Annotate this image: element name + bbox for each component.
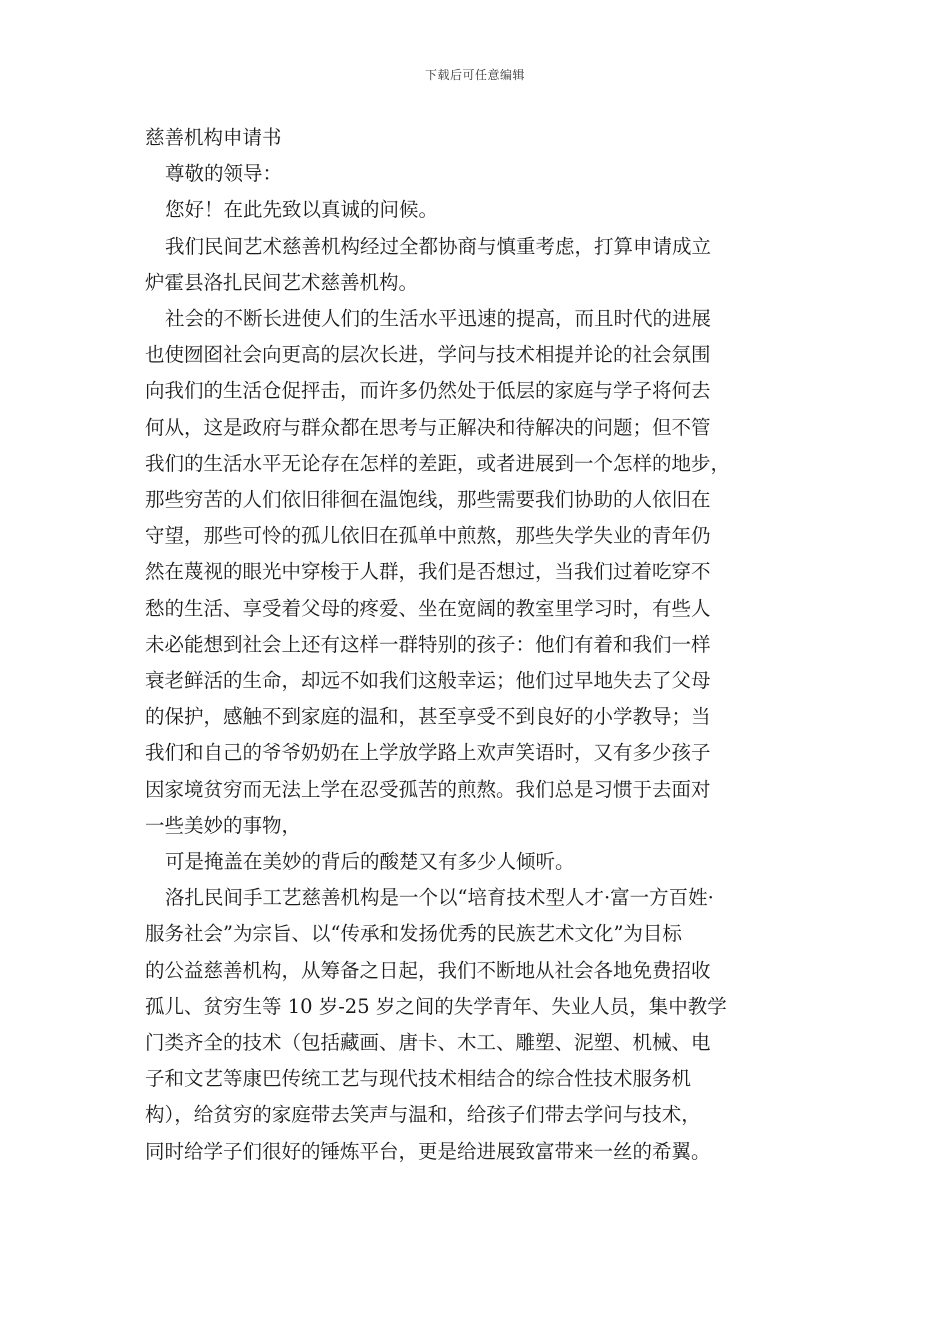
text-line: 也使囫囵社会向更高的层次长进，学问与技术相提并论的社会氛围 [145,343,711,367]
text-line: 我们民间艺术慈善机构经过全都协商与慎重考虑，打算申请成立 [165,234,712,258]
text-line: 服务社会”为宗旨、以“传承和发扬优秀的民族艺术文化”为目标 [145,922,682,946]
paragraph-salutation [145,156,810,192]
document-body [145,120,810,1170]
paragraph-organization [145,880,810,1170]
text-line: 尊敬的领导： [165,162,283,186]
text-line: 您好！在此先致以真诚的问候。 [165,198,439,222]
text-line: 孤儿、贫穷生等 10 岁-25 岁之间的失学青年、失业人员，集中教学 [145,994,727,1018]
text-line: 的保护，感触不到家庭的温和，甚至享受不到良好的小学教导；当 [145,705,711,729]
text-line: 子和文艺等康巴传统工艺与现代技术相结合的综合性技术服务机 [145,1067,692,1091]
text-line: 愁的生活、享受着父母的疼爱、坐在宽阔的教室里学习时，有些人 [145,596,711,620]
text-line: 衰老鲜活的生命，却远不如我们这般幸运；他们过早地失去了父母 [145,669,711,693]
paragraph-question [145,844,810,880]
text-line: 何从，这是政府与群众都在思考与正解决和待解决的问题；但不管 [145,415,711,439]
text-line: 向我们的生活仓促抨击，而许多仍然处于低层的家庭与学子将何去 [145,379,711,403]
text-line: 我们的生活水平无论存在怎样的差距，或者进展到一个怎样的地步， [145,451,731,475]
text-line: 那些穷苦的人们依旧徘徊在温饱线，那些需要我们协助的人依旧在 [145,488,711,512]
text-line: 同时给学子们很好的锤炼平台，更是给进展致富带来一丝的希翼。 [145,1139,711,1163]
text-line: 炉霍县洛扎民间艺术慈善机构。 [145,270,419,294]
text-line: 门类齐全的技术（包括藏画、唐卡、木工、雕塑、泥塑、机械、电 [145,1031,711,1055]
text-line: 构），给贫穷的家庭带去笑声与温和，给孩子们带去学问与技术， [145,1103,701,1127]
paragraph-intent [145,229,810,301]
text-line: 社会的不断长进使人们的生活水平迅速的提高，而且时代的进展 [165,307,712,331]
text-line: 然在蔑视的眼光中穿梭于人群，我们是否想过，当我们过着吃穿不 [145,560,711,584]
text-line: 一些美妙的事物， [145,813,302,837]
paragraph-background [145,301,810,844]
text-line: 的公益慈善机构，从筹备之日起，我们不断地从社会各地免费招收 [145,958,711,982]
text-line: 洛扎民间手工艺慈善机构是一个以“培育技术型人才·富一方百姓· [165,886,714,910]
paragraph-greeting [145,192,810,228]
text-line: 守望，那些可怜的孤儿依旧在孤单中煎熬，那些失学失业的青年仍 [145,524,711,548]
header-note: 下载后可任意编辑 [424,68,525,82]
text-line: 可是掩盖在美妙的背后的酸楚又有多少人倾听。 [165,850,575,874]
document-title: 慈善机构申请书 [145,126,282,149]
text-line: 因家境贫穷而无法上学在忍受孤苦的煎熬。我们总是习惯于去面对 [145,777,711,801]
text-line: 我们和自己的爷爷奶奶在上学放学路上欢声笑语时，又有多少孩子 [145,741,711,765]
text-line: 未必能想到社会上还有这样一群特别的孩子：他们有着和我们一样 [145,632,711,656]
